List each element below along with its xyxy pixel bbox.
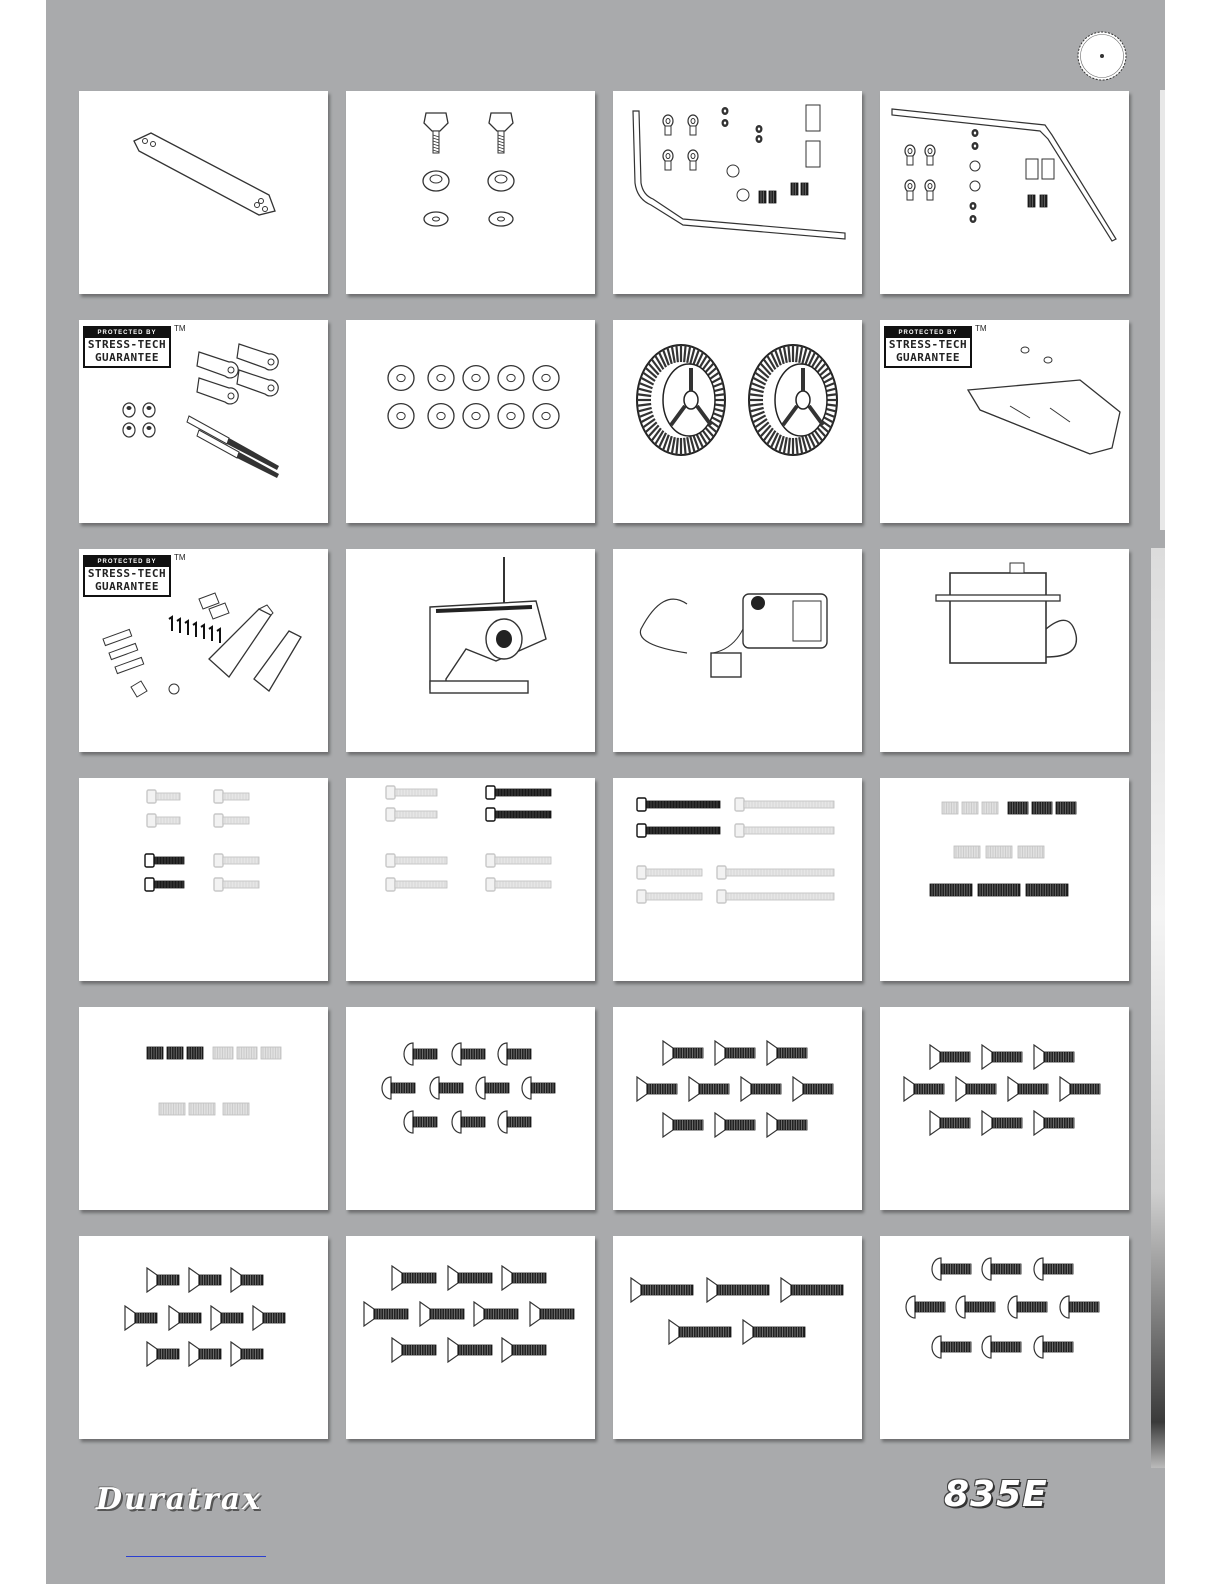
part-panel-steering-link-plate bbox=[79, 91, 328, 294]
badge-line-2: GUARANTEE bbox=[94, 580, 160, 593]
shock-bushings-illustration bbox=[346, 91, 595, 294]
part-panel-button-head-screws-b bbox=[880, 1236, 1129, 1439]
part-panel-flat-head-screws-c bbox=[79, 1236, 328, 1439]
flat-head-screws-a-illustration bbox=[613, 1007, 862, 1210]
badge-line-1: STRESS-TECH bbox=[87, 338, 167, 351]
flat-head-screws-d-illustration bbox=[346, 1236, 595, 1439]
part-panel-set-screws-a bbox=[880, 778, 1129, 981]
part-panel-cap-screws-c bbox=[613, 778, 862, 981]
part-panel-rear-sway-bar-set bbox=[880, 91, 1129, 294]
part-panel-flat-head-screws-a bbox=[613, 1007, 862, 1210]
part-panel-washers bbox=[346, 320, 595, 523]
stress-tech-badge bbox=[83, 555, 171, 597]
receiver-illustration bbox=[613, 549, 862, 752]
badge-top-text: PROTECTED BY bbox=[85, 328, 169, 338]
page-edge-strip bbox=[1160, 90, 1165, 530]
trademark-mark: TM bbox=[174, 553, 186, 562]
part-panel-flat-head-screws-d bbox=[346, 1236, 595, 1439]
link-underline[interactable] bbox=[126, 1556, 266, 1557]
stress-tech-badge bbox=[83, 326, 171, 368]
part-panel-transmitter bbox=[346, 549, 595, 752]
part-panel-wheels-tires bbox=[613, 320, 862, 523]
badge-line-1: STRESS-TECH bbox=[888, 338, 968, 351]
part-panel-rear-wing bbox=[880, 320, 1129, 523]
wheels-tires-illustration bbox=[613, 320, 862, 523]
stress-tech-badge bbox=[884, 326, 972, 368]
flat-head-screws-b-illustration bbox=[880, 1007, 1129, 1210]
part-panel-flat-head-screws-b bbox=[880, 1007, 1129, 1210]
part-panel-turnbuckle-set bbox=[79, 320, 328, 523]
transmitter-illustration bbox=[346, 549, 595, 752]
page-edge-photo-strip bbox=[1151, 548, 1165, 1468]
part-panel-wing-mount-set bbox=[79, 549, 328, 752]
badge-top-text: PROTECTED BY bbox=[886, 328, 970, 338]
part-panel-set-screws-b bbox=[79, 1007, 328, 1210]
flat-head-screws-e-illustration bbox=[613, 1236, 862, 1439]
badge-line-2: GUARANTEE bbox=[895, 351, 961, 364]
part-panel-shock-bushings bbox=[346, 91, 595, 294]
servo-illustration bbox=[880, 549, 1129, 752]
cap-screws-b-illustration bbox=[346, 778, 595, 981]
steering-link-plate-illustration bbox=[79, 91, 328, 294]
set-screws-a-illustration bbox=[880, 778, 1129, 981]
part-panel-servo bbox=[880, 549, 1129, 752]
part-panel-button-head-screws-a bbox=[346, 1007, 595, 1210]
front-sway-bar-set-illustration bbox=[613, 91, 862, 294]
badge-line-2: GUARANTEE bbox=[94, 351, 160, 364]
part-panel-cap-screws-a bbox=[79, 778, 328, 981]
part-panel-flat-head-screws-e bbox=[613, 1236, 862, 1439]
rear-sway-bar-set-illustration bbox=[880, 91, 1129, 294]
duratrax-logo bbox=[96, 1482, 346, 1518]
cap-screws-c-illustration bbox=[613, 778, 862, 981]
button-head-screws-b-illustration bbox=[880, 1236, 1129, 1439]
flat-head-screws-c-illustration bbox=[79, 1236, 328, 1439]
model-logo-text: 835E bbox=[944, 1474, 1048, 1515]
gear-icon bbox=[1076, 30, 1128, 82]
part-panel-cap-screws-b bbox=[346, 778, 595, 981]
trademark-mark: TM bbox=[174, 324, 186, 333]
trademark-mark: TM bbox=[975, 324, 987, 333]
badge-line-1: STRESS-TECH bbox=[87, 567, 167, 580]
washers-illustration bbox=[346, 320, 595, 523]
part-panel-front-sway-bar-set bbox=[613, 91, 862, 294]
model-logo bbox=[944, 1474, 1119, 1516]
badge-top-text: PROTECTED BY bbox=[85, 557, 169, 567]
part-panel-receiver bbox=[613, 549, 862, 752]
button-head-screws-a-illustration bbox=[346, 1007, 595, 1210]
set-screws-b-illustration bbox=[79, 1007, 328, 1210]
cap-screws-a-illustration bbox=[79, 778, 328, 981]
duratrax-logo-text: Duratrax bbox=[96, 1482, 263, 1517]
